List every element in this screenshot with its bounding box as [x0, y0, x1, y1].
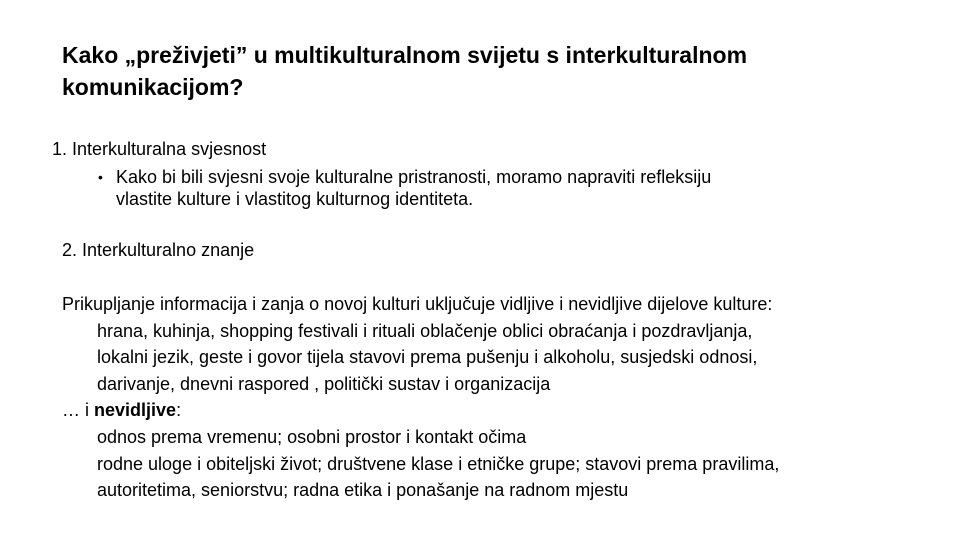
slide-title-line-1: Kako „preživjeti” u multikulturalnom svijetu s interkulturalnom — [62, 42, 748, 68]
invisible-intro-suffix: : — [176, 400, 182, 421]
knowledge-intro-suffix: i nevidljive dijelove kulture: — [554, 294, 773, 314]
bullet-dot-icon: • — [98, 169, 103, 185]
invisible-keyword: nevidljive — [94, 400, 177, 421]
knowledge-intro — [62, 291, 942, 318]
knowledge-body — [62, 291, 942, 504]
visible-item: darivanje, dnevni raspored , politički sustav i organizacija — [97, 373, 551, 394]
section-2-heading: 2. Interkulturalno znanje — [62, 240, 255, 260]
invisible-item: odnos prema vremenu; osobni prostor i kontakt očima — [97, 426, 527, 447]
invisible-intro — [62, 397, 942, 424]
section-1-bullet-line-1: Kako bi bili svjesni svoje kulturalne pristranosti, moramo napraviti refleksiju — [116, 167, 712, 187]
slide-title-line-2: komunikacijom? — [62, 74, 244, 100]
slide-title — [62, 39, 922, 103]
knowledge-intro-text: Prikupljanje informacija i zanja o novoj kulturi uključuje — [62, 294, 501, 314]
section-1-heading: 1. Interkulturalna svjesnost — [52, 139, 267, 159]
visible-item: lokalni jezik, geste i govor tijela stavovi prema pušenju i alkoholu, susjedski odnosi, — [97, 347, 758, 368]
invisible-item: autoritetima, seniorstvu; radna etika i ponašanje na radnom mjestu — [97, 480, 629, 501]
section-1-bullet-line-2: vlastite kulture i vlastitog kulturnog identiteta. — [116, 189, 474, 209]
invisible-intro-prefix: … i — [62, 400, 95, 421]
section-1-bullet — [98, 166, 878, 210]
visible-keyword: vidljive — [500, 294, 555, 314]
invisible-item: rodne uloge i obiteljski život; društvene klase i etničke grupe; stavovi prema pravilima, — [97, 453, 780, 474]
visible-item: hrana, kuhinja, shopping festivali i rituali oblačenje oblici obraćanja i pozdravljanja, — [97, 320, 753, 341]
